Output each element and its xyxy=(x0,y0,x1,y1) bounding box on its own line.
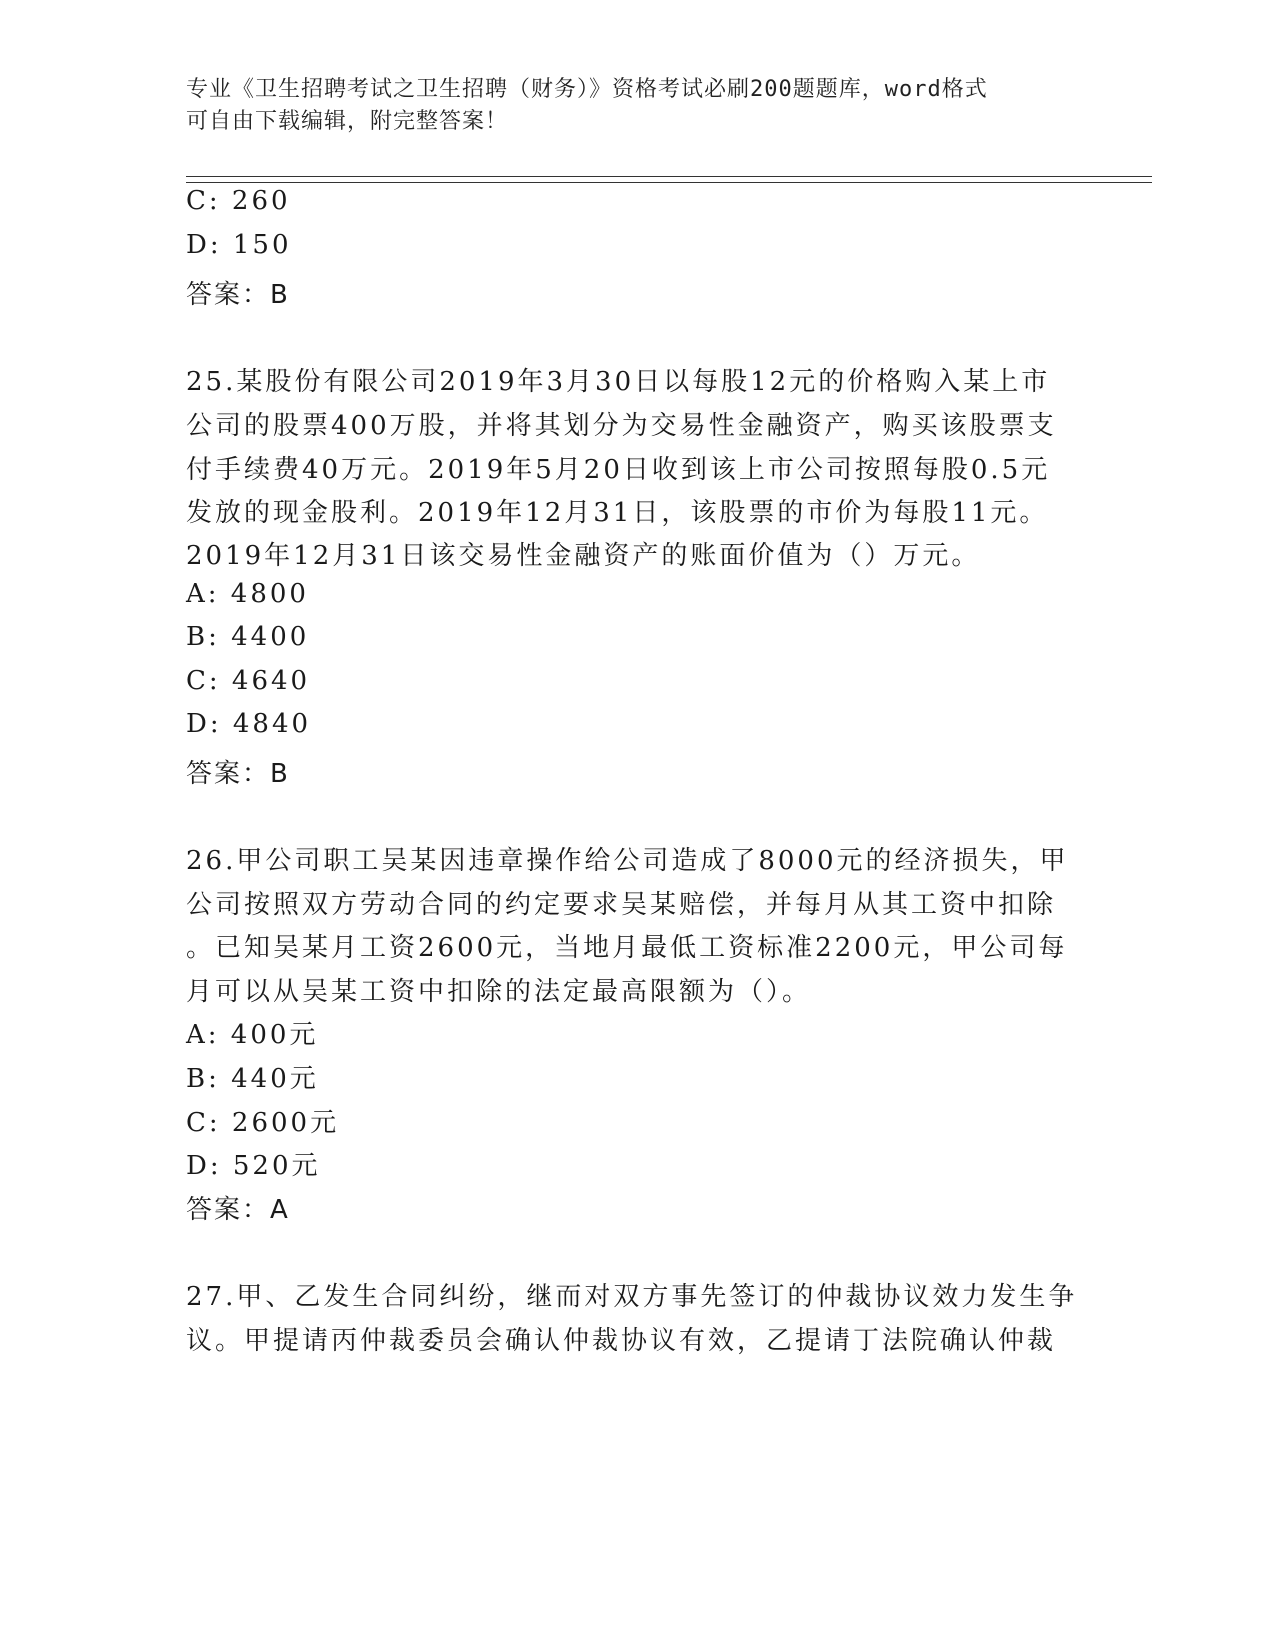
q25-stem-line-3: 付手续费40万元。2019年5月20日收到该上市公司按照每股0.5元 xyxy=(186,455,1051,485)
q25-option-a: A: 4800 xyxy=(186,579,309,609)
header-divider-bottom xyxy=(186,182,1152,183)
q26-option-a: A: 400元 xyxy=(186,1020,319,1050)
header-title-line-1: 专业《卫生招聘考试之卫生招聘（财务）》资格考试必刷200题题库，word格式 xyxy=(186,77,988,102)
q25-option-b: B: 4400 xyxy=(186,622,310,652)
header-title-line-2: 可自由下载编辑，附完整答案！ xyxy=(186,109,509,134)
page-header xyxy=(186,74,1066,138)
q27-stem-line-1: 27.甲、乙发生合同纠纷，继而对双方事先签订的仲裁协议效力发生争 xyxy=(186,1282,1078,1312)
q27-stem-line-2: 议。甲提请丙仲裁委员会确认仲裁协议有效，乙提请丁法院确认仲裁 xyxy=(186,1326,1057,1356)
q25-stem-line-2: 公司的股票400万股，并将其划分为交易性金融资产，购买该股票支 xyxy=(186,411,1057,441)
q26-stem-line-2: 公司按照双方劳动合同的约定要求吴某赔偿，并每月从其工资中扣除 xyxy=(186,890,1057,920)
q25-answer: 答案：B xyxy=(186,759,290,789)
q25-stem-line-4: 发放的现金股利。2019年12月31日，该股票的市价为每股11元。 xyxy=(186,498,1049,528)
q26-stem-line-4: 月可以从吴某工资中扣除的法定最高限额为（）。 xyxy=(186,977,812,1007)
q25-option-c: C: 4640 xyxy=(186,666,311,696)
q25-option-d: D: 4840 xyxy=(186,709,312,739)
q25-stem-line-1: 25.某股份有限公司2019年3月30日以每股12元的价格购入某上市 xyxy=(186,367,1051,397)
q25-stem-line-5: 2019年12月31日该交易性金融资产的账面价值为（）万元。 xyxy=(186,541,981,571)
q26-option-b: B: 440元 xyxy=(186,1064,319,1094)
q26-option-d: D: 520元 xyxy=(186,1151,321,1181)
q24-option-d: D: 150 xyxy=(186,230,292,260)
q24-option-c: C: 260 xyxy=(186,186,291,216)
header-divider-top xyxy=(186,176,1152,177)
q26-stem-line-1: 26.甲公司职工吴某因违章操作给公司造成了8000元的经济损失，甲 xyxy=(186,846,1069,876)
q24-answer: 答案：B xyxy=(186,280,290,310)
q26-stem-line-3: 。已知吴某月工资2600元，当地月最低工资标准2200元，甲公司每 xyxy=(186,933,1068,963)
q26-option-c: C: 2600元 xyxy=(186,1108,340,1138)
q26-answer: 答案：A xyxy=(186,1195,290,1225)
